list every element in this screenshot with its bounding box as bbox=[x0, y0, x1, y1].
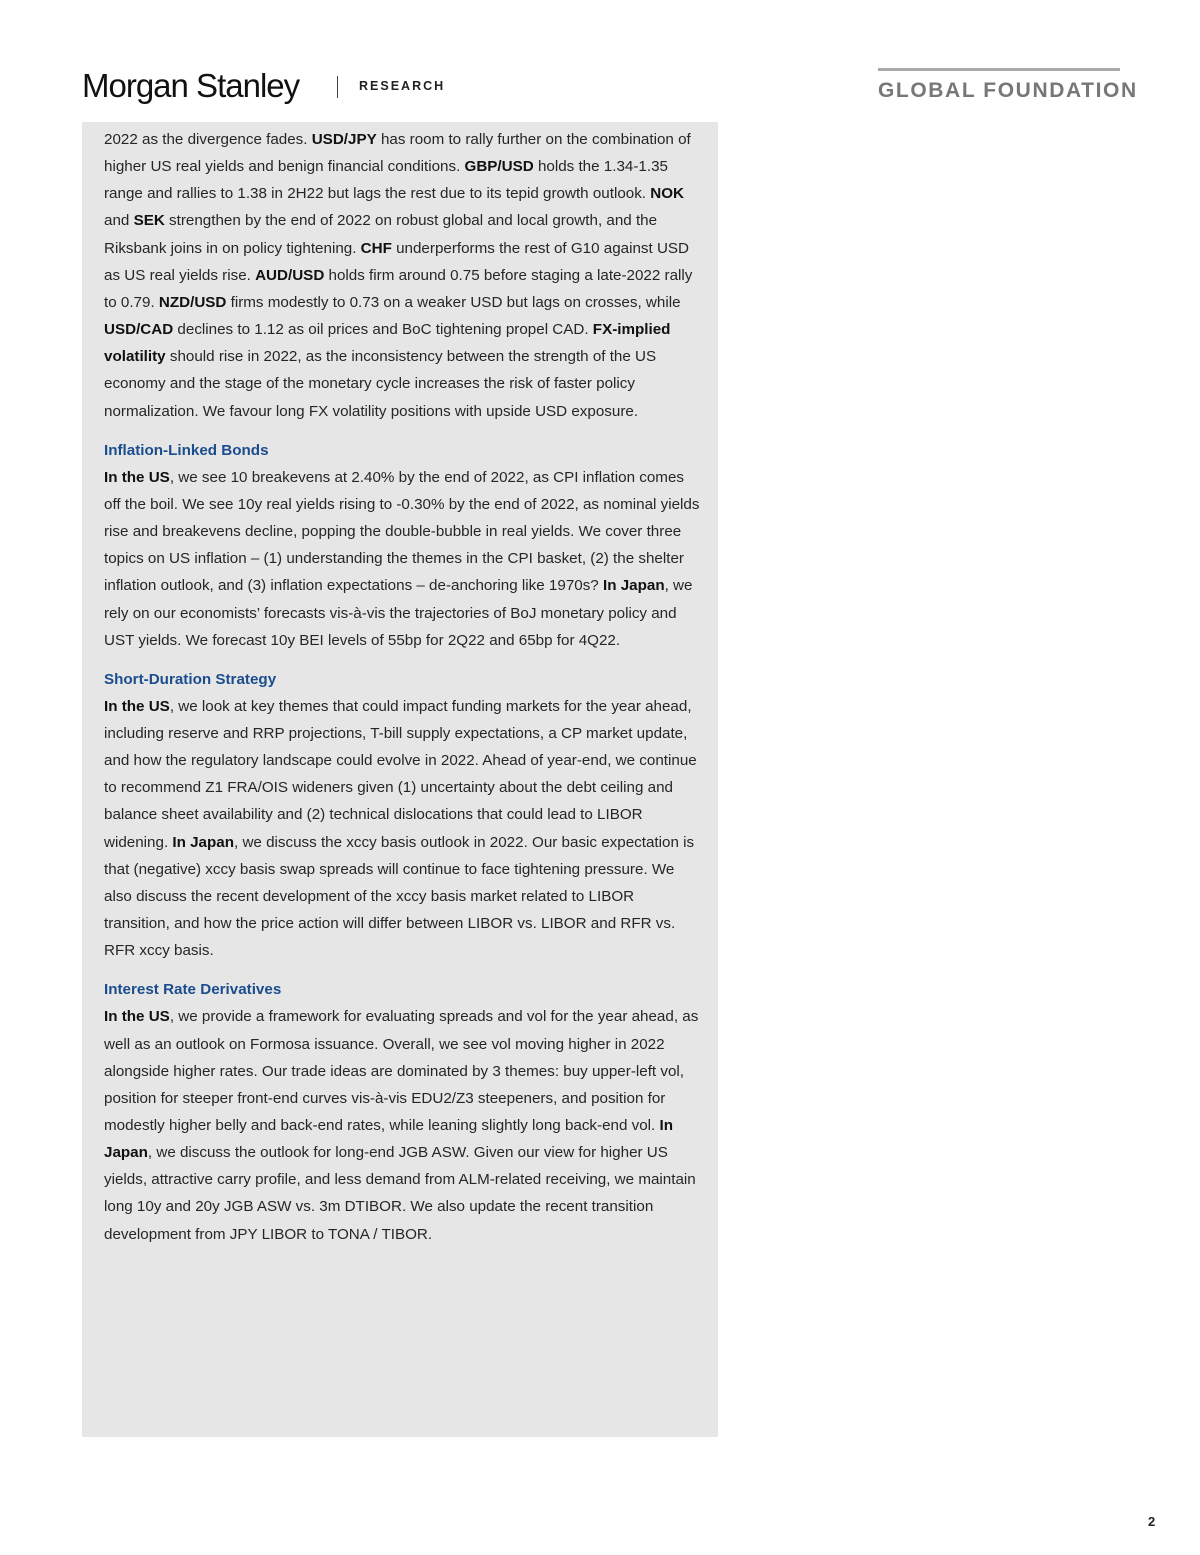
fx-text: should rise in 2022, as the inconsistency between the strength of the US economy and the stage of the monetary cycle increases the risk of faster policy normalization. We favour long FX volatility positions with upside USD exposure. bbox=[104, 348, 657, 420]
fx-term: NZD/USD bbox=[158, 293, 227, 311]
page-number: 2 bbox=[1148, 1514, 1156, 1529]
fx-term: USD/CAD bbox=[104, 321, 174, 339]
sds-text: , we discuss the xccy basis outlook in 2022. Our basic expectation is that (negative) xccy basis swap spreads will continue to face tightening pressure. We also discuss the recent development of the xccy basis market related to LIBOR transition, and how the price action will differ between LIBOR vs. LIBOR and RFR vs. RFR xccy basis. bbox=[104, 833, 695, 960]
fx-term: USD/JPY bbox=[311, 131, 377, 148]
fx-text: and bbox=[104, 212, 134, 230]
fx-term: FX-implied volatility bbox=[104, 321, 671, 366]
fx-term: AUD/USD bbox=[255, 266, 325, 284]
sds-region-us: In the US bbox=[104, 697, 170, 715]
fx-text: has room to rally further on the combination of higher US real yields and benign financial conditions. bbox=[104, 131, 691, 176]
fx-text: 2022 as the divergence fades. bbox=[104, 131, 312, 148]
summary-panel bbox=[82, 122, 718, 1437]
sds-paragraph bbox=[104, 693, 700, 965]
fx-text: underperforms the rest of G10 against USD as US real yields rise. bbox=[104, 239, 690, 284]
series-title: GLOBAL FOUNDATION bbox=[878, 79, 1138, 102]
fx-term: CHF bbox=[360, 239, 392, 257]
series-title-block bbox=[878, 68, 1138, 103]
ird-region-us: In the US bbox=[104, 1008, 170, 1026]
ilb-text: , we see 10 breakevens at 2.40% by the end of 2022, as CPI inflation comes off the boil. We see 10y real yields rising to -0.30% by the end of 2022, as nominal yields rise and breakevens decline, popping the double-bubble in real yields. We cover three topics on US inflation – (1) understanding the themes in the CPI basket, (2) the shelter inflation outlook, and (3) inflation expectations – de-anchoring like 1970s? bbox=[104, 468, 700, 595]
ilb-heading: Inflation-Linked Bonds bbox=[104, 441, 269, 459]
ird-paragraph bbox=[104, 1003, 700, 1247]
sds-region-japan: In Japan bbox=[172, 833, 235, 851]
fx-text: strengthen by the end of 2022 on robust global and local growth, and the Riksbank joins in on policy tightening. bbox=[104, 212, 658, 257]
sds-text: , we look at key themes that could impact funding markets for the year ahead, including reserve and RRP projections, T-bill supply expectations, a CP market update, and how the regulatory landscape could evolve in 2022. Ahead of year-end, we continue to recommend Z1 FRA/OIS wideners given (1) uncertainty about the debt ceiling and balance sheet availability and (2) technical dislocations that could lead to LIBOR widening. bbox=[104, 697, 697, 851]
ird-region-japan: In Japan bbox=[104, 1117, 674, 1162]
ird-text: , we discuss the outlook for long-end JGB ASW. Given our view for higher US yields, attractive carry profile, and less demand from ALM-related receiving, we maintain long 10y and 20y JGB ASW vs. 3m DTIBOR. We also update the recent transition development from JPY LIBOR to TONA / TIBOR. bbox=[104, 1144, 696, 1243]
ilb-text: , we rely on our economists’ forecasts vis-à-vis the trajectories of BoJ monetary policy and UST yields. We forecast 10y BEI levels of 55bp for 2Q22 and 65bp for 4Q22. bbox=[104, 577, 693, 649]
fx-term: SEK bbox=[133, 212, 165, 230]
research-label: RESEARCH bbox=[359, 79, 446, 93]
ird-text: , we provide a framework for evaluating spreads and vol for the year ahead, as well as an outlook on Formosa issuance. Overall, we see vol moving higher in 2022 alongside higher rates. Our trade ideas are dominated by 3 themes: buy upper-left vol, position for steeper front-end curves vis-à-vis EDU2/Z3 steepeners, and position for modestly higher belly and back-end rates, while leaning slightly long back-end vol. bbox=[104, 1008, 699, 1134]
page-header bbox=[82, 66, 1138, 106]
morgan-stanley-logo: Morgan Stanley bbox=[82, 67, 300, 104]
fx-term: NOK bbox=[650, 185, 684, 203]
sds-heading: Short-Duration Strategy bbox=[104, 670, 277, 688]
summary-content bbox=[104, 126, 700, 1248]
ilb-region-us: In the US bbox=[104, 468, 170, 486]
header-divider bbox=[337, 76, 338, 98]
fx-text: declines to 1.12 as oil prices and BoC tightening propel CAD. bbox=[173, 321, 593, 339]
fx-text: firms modestly to 0.73 on a weaker USD but lags on crosses, while bbox=[226, 293, 681, 311]
ilb-region-japan: In Japan bbox=[602, 577, 665, 595]
fx-text: holds the 1.34-1.35 range and rallies to 1.38 in 2H22 but lags the rest due to its tepid growth outlook. bbox=[104, 158, 668, 203]
series-title-rule bbox=[878, 68, 1120, 71]
fx-term: GBP/USD bbox=[464, 158, 534, 176]
fx-text: holds firm around 0.75 before staging a late-2022 rally to 0.79. bbox=[104, 266, 693, 311]
ird-heading: Interest Rate Derivatives bbox=[104, 981, 282, 999]
fx-paragraph bbox=[104, 126, 700, 425]
ilb-paragraph bbox=[104, 464, 700, 654]
